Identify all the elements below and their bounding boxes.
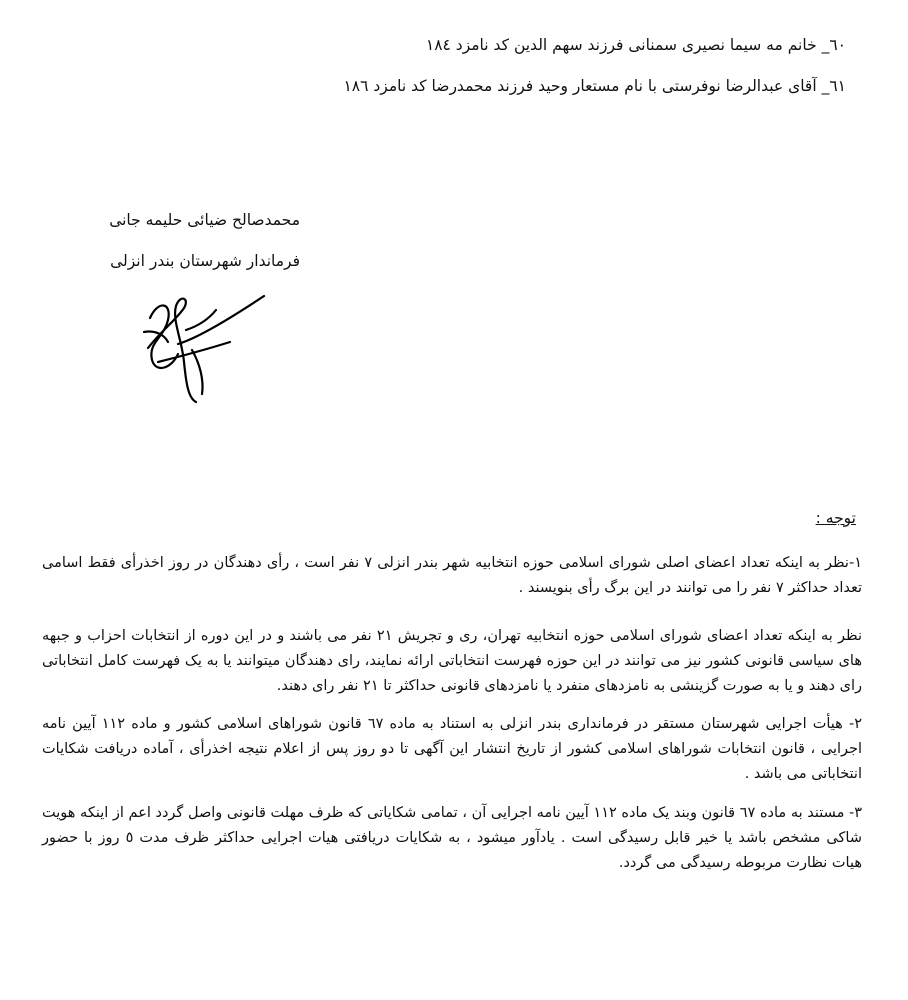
note-paragraph-2: نظر به اینکه تعداد اعضای شورای اسلامی حوزه انتخابیه تهران، ری و تجریش ۲۱ نفر می باشند و در این دوره از انتخابات احزاب و جبهه های سیاسی قانونی کشور نیز می توانند در این حوزه فهرست انتخاباتی ارائه نمایند، رای دهندگان میتوانند یا به یک فهرست کامل انتخاباتی رای دهند و یا به صورت گزینشی به نامزدهای منفرد یا نامزدهای قانونی حداکثر تا ۲۱ نفر رای دهند. (42, 628, 862, 694)
signatory-name: محمدصالح ضیائی حلیمه جانی (109, 211, 300, 229)
note-paragraph-1: ۱-نظر به اینکه تعداد اعضای اصلی شورای اسلامی حوزه انتخابیه شهر بندر انزلی ۷ نفر است ، رأی دهندگان در روز اخذرأی فقط اسامی تعداد حداکثر ۷ نفر را می توانند در این برگ رأی بنویسند . (42, 555, 862, 596)
candidate-line-60: ٦٠_ خانم مه سیما نصیری سمنانی فرزند سهم الدین کد نامزد ۱۸٤ (425, 36, 846, 54)
notes-heading: توجه : (815, 509, 856, 527)
signatory-title: فرماندار شهرستان بندر انزلی (110, 252, 300, 270)
note-paragraph-4: ۳- مستند به ماده ٦۷ قانون وبند یک ماده ۱۱۲ آیین نامه اجرایی آن ، تمامی شکایاتی که ظرف مهلت قانونی واصل گردد اعم از اینکه هویت شاکی مشخص باشد یا خیر قابل رسیدگی است . یادآور میشود ، به شکایات دریافتی هیات اجرایی حداکثر ظرف مدت ٥ روز با حضور هیات نظارت مربوطه رسیدگی می گردد. (42, 805, 862, 871)
candidate-line-61: ٦١_ آقای عبدالرضا نوفرستی با نام مستعار وحید فرزند محمدرضا کد نامزد ۱۸٦ (343, 77, 846, 95)
signature-image (138, 290, 268, 410)
note-paragraph-3: ۲- هیأت اجرایی شهرستان مستقر در فرمانداری بندر انزلی به استناد به ماده ٦۷ قانون شوراهای اسلامی کشور و ماده ۱۱۲ آیین نامه اجرایی ، قانون انتخابات شوراهای اسلامی کشور از تاریخ انتشار این آگهی تا دو روز پس از اعلام نتیجه اخذرأی ، آماده دریافت شکایات انتخاباتی می باشد . (42, 716, 862, 782)
